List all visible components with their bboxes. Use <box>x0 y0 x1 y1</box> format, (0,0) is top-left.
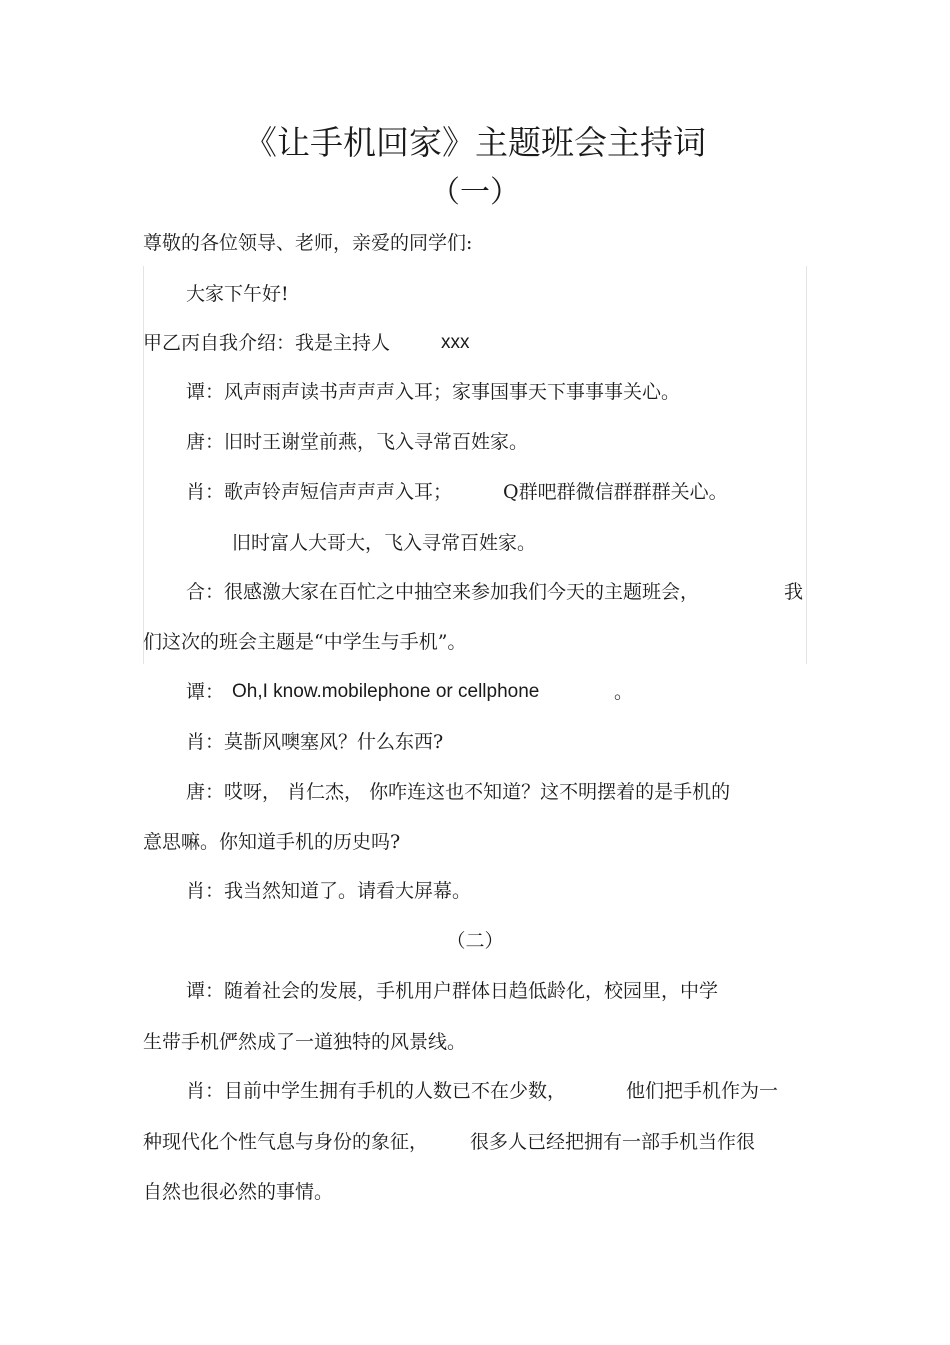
section-two-heading: （二） <box>446 930 504 952</box>
hello-line: 大家下午好! <box>186 283 289 305</box>
xiao-line-4c: 种现代化个性气息与身份的象征， <box>143 1131 429 1153</box>
he-line-1a: 合：很感激大家在百忙之中抽空来参加我们今天的主题班会， <box>186 581 700 603</box>
tang-line-1: 唐：旧时王谢堂前燕，飞入寻常百姓家。 <box>186 431 529 453</box>
tan-line-2-end: 。 <box>614 681 634 703</box>
box-right-border <box>806 266 807 664</box>
tan-line-2-text: Oh,I know.mobilephone or cellphone <box>232 681 540 702</box>
section-one-heading: （一） <box>430 175 520 210</box>
tan-line-3b: 生带手机俨然成了一道独特的风景线。 <box>143 1031 467 1053</box>
greeting-line: 尊敬的各位领导、老师，亲爱的同学们: <box>143 232 473 254</box>
xiao-line-4d: 很多人已经把拥有一部手机当作很 <box>470 1131 756 1153</box>
intro-line: 甲乙丙自我介绍：我是主持人 <box>143 332 391 354</box>
xiao-line-1a: 肖：歌声铃声短信声声声入耳； <box>186 481 453 503</box>
xiao-line-1c: 旧时富人大哥大，飞入寻常百姓家。 <box>232 532 537 554</box>
intro-name: xxx <box>441 332 470 353</box>
tan-line-3a: 谭：随着社会的发展，手机用户群体日趋低龄化，校园里，中学 <box>186 980 719 1002</box>
he-line-1c: 们这次的班会主题是“中学生与手机”。 <box>143 631 467 653</box>
tan-line-1: 谭：风声雨声读书声声声入耳；家事国事天下事事事关心。 <box>186 381 681 403</box>
xiao-line-4b: 他们把手机作为一 <box>626 1080 779 1102</box>
xiao-line-3: 肖：我当然知道了。请看大屏幕。 <box>186 880 472 902</box>
tang-line-2b: 意思嘛。你知道手机的历史吗? <box>143 831 401 853</box>
xiao-line-4a: 肖：目前中学生拥有手机的人数已不在少数， <box>186 1080 567 1102</box>
tan-line-2-label: 谭： <box>186 681 225 703</box>
xiao-line-4e: 自然也很必然的事情。 <box>143 1181 334 1203</box>
xiao-line-2: 肖：莫斮风噢塞风？什么东西? <box>186 731 444 753</box>
xiao-line-1b: Q群吧群微信群群群关心。 <box>503 481 728 503</box>
tang-line-2a: 唐：哎呀， 肖仁杰， 你咋连这也不知道？这不明摆着的是手机的 <box>186 781 731 803</box>
he-line-1b: 我 <box>784 581 804 603</box>
box-left-border <box>143 266 144 664</box>
document-title: 《让手机回家》主题班会主持词 <box>244 123 706 162</box>
